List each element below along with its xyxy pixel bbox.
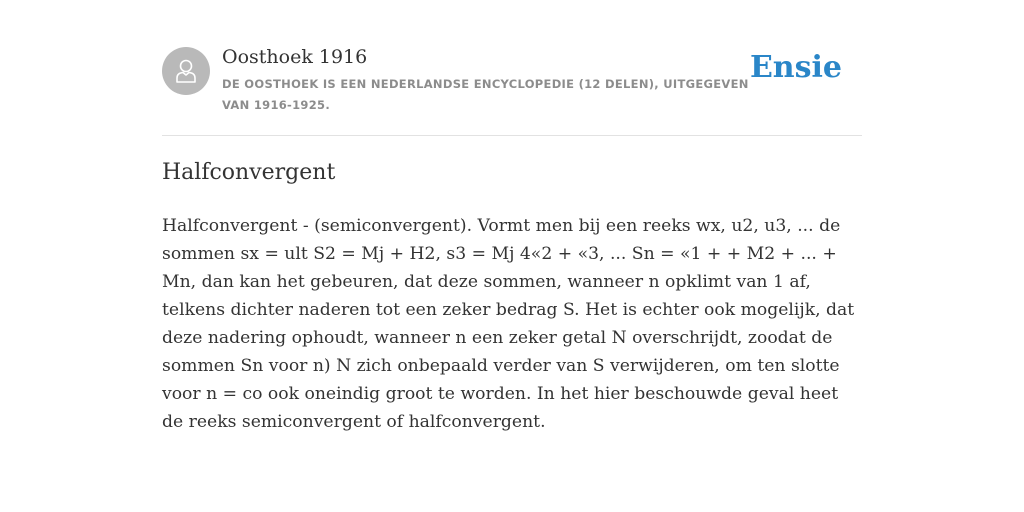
source-name[interactable]: Oosthoek 1916 — [222, 46, 368, 68]
avatar — [162, 47, 210, 95]
source-header — [162, 44, 862, 136]
brand-logo[interactable]: Ensie — [749, 50, 842, 85]
user-icon — [171, 56, 201, 86]
article-body: Halfconvergent - (semiconvergent). Vormt men bij een reeks wx, u2, u3, ... de sommen sx = ult S2 = Mj + H2, s3 = Mj 4«2 + «3, ... Sn = «1 + + M2 + ... + Mn, dan kan het gebeuren, dat deze sommen, wanneer n opklimt van 1 af, telkens dichter naderen tot een zeker bedrag S. Het is echter ook mogelijk, dat deze nadering ophoudt, wanneer n een zeker getal N overschrijdt, zoodat de sommen Sn voor n) N zich onbepaald verder van S verwijderen, om ten slotte voor n = co ook oneindig groot te worden. In het hier beschouwde geval heet de reeks semiconvergent of halfconvergent. — [162, 216, 855, 432]
source-description: DE OOSTHOEK IS EEN NEDERLANDSE ENCYCLOPEDIE (12 DELEN), UITGEGEVEN VAN 1916-1925. — [222, 77, 749, 112]
divider — [162, 135, 862, 136]
article-title: Halfconvergent — [162, 160, 336, 185]
